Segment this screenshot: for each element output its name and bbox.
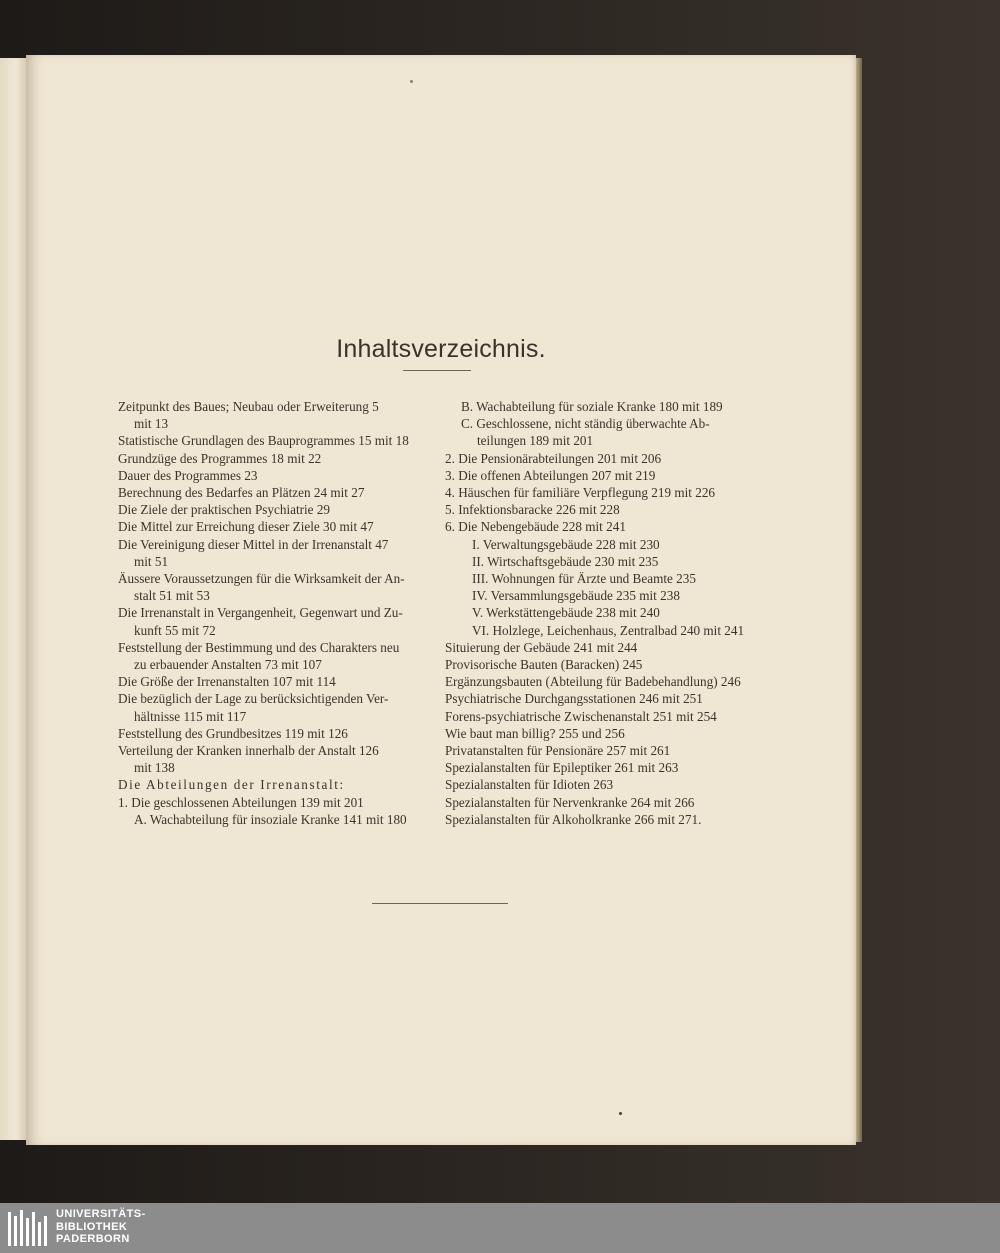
toc-entry-text: III. Wohnungen für Ärzte und Beamte 235 <box>472 571 696 587</box>
page-edge-shadow <box>856 58 862 1142</box>
toc-entry-text: Forens-psychiatrische Zwischenanstalt 251 mit 254 <box>445 708 717 724</box>
toc-entry <box>445 725 758 742</box>
toc-entry-text: B. Wachabteilung für soziale Kranke 180 mit 189 <box>461 399 723 414</box>
library-name <box>56 1208 146 1246</box>
toc-entry <box>445 518 758 535</box>
toc-entry-text: Die Mittel zur Erreichung dieser Ziele 30 mit 47 <box>118 519 374 535</box>
toc-entry-continuation: mit 138 <box>134 760 175 776</box>
toc-entry <box>445 776 758 793</box>
toc-entry <box>118 450 430 467</box>
logo-bar <box>20 1210 23 1246</box>
toc-entry-text: 4. Häuschen für familiäre Verpflegung 219 mit 226 <box>445 485 716 501</box>
toc-entry-text: Zeitpunkt des Baues; Neubau oder Erweiterung 5 <box>118 399 379 414</box>
toc-entry <box>445 794 758 811</box>
toc-entry <box>445 501 758 518</box>
toc-entry <box>445 553 758 570</box>
toc-entry <box>118 673 430 690</box>
toc-entry-continuation: zu erbauender Anstalten 73 mit 107 <box>134 657 322 673</box>
toc-entry-continuation: kunft 55 mit 72 <box>134 622 216 638</box>
toc-entry-text: Spezialanstalten für Alkoholkranke 266 mit 271. <box>445 811 702 827</box>
toc-entry-text: Spezialanstalten für Epileptiker 261 mit 263 <box>445 760 679 776</box>
library-logo-icon <box>6 1206 50 1250</box>
toc-entry <box>118 518 430 535</box>
toc-entry <box>118 467 430 484</box>
library-footer <box>0 1203 1000 1253</box>
toc-entry-text: Psychiatrische Durchgangsstationen 246 mit 251 <box>445 691 703 707</box>
logo-bar <box>38 1222 41 1246</box>
toc-entry-continuation: teilungen 189 mit 201 <box>477 433 594 449</box>
toc-right-column <box>445 398 758 828</box>
toc-entry-text: I. Verwaltungsgebäude 228 mit 230 <box>472 536 660 552</box>
title-divider <box>403 370 471 371</box>
toc-entry <box>118 811 430 828</box>
toc-entry <box>445 673 758 690</box>
toc-entry <box>445 536 758 553</box>
logo-bar <box>44 1216 47 1246</box>
toc-entry-continuation: mit 51 <box>134 553 169 569</box>
toc-entry-text: Situierung der Gebäude 241 mit 244 <box>445 639 638 655</box>
toc-entry-text: Die Ziele der praktischen Psychiatrie 29 <box>118 502 331 518</box>
toc-entry <box>445 690 758 707</box>
toc-entry <box>118 604 430 638</box>
page-title: Inhaltsverzeichnis. <box>336 334 546 363</box>
toc-entry <box>445 742 758 759</box>
toc-entry-text: Spezialanstalten für Idioten 263 <box>445 777 614 793</box>
toc-entry-text: II. Wirtschaftsgebäude 230 mit 235 <box>472 553 659 569</box>
toc-entry-text: Die bezüglich der Lage zu berücksichtigenden Ver- <box>118 691 389 707</box>
ink-speck <box>619 1112 622 1115</box>
toc-entry <box>445 604 758 621</box>
toc-entry-text: C. Geschlossene, nicht ständig überwachte Ab- <box>461 416 710 432</box>
toc-entry-text: Feststellung der Bestimmung und des Charakters neu <box>118 639 400 655</box>
toc-entry-text: Wie baut man billig? 255 und 256 <box>445 725 625 741</box>
toc-entry <box>445 759 758 776</box>
logo-bar <box>32 1212 35 1246</box>
toc-entry <box>118 794 430 811</box>
toc-entry <box>445 587 758 604</box>
library-name-line: UNIVERSITÄTS- <box>56 1208 146 1220</box>
toc-left-column <box>118 398 430 828</box>
toc-entry-text: 5. Infektionsbaracke 226 mit 228 <box>445 502 620 518</box>
toc-entry <box>118 432 430 449</box>
toc-entry-text: Die Größe der Irrenanstalten 107 mit 114 <box>118 674 336 690</box>
left-page-edge <box>0 58 27 1140</box>
toc-entry <box>445 708 758 725</box>
toc-entry-text: VI. Holzlege, Leichenhaus, Zentralbad 240 mit 241 <box>472 622 745 638</box>
toc-entry-text: 6. Die Nebengebäude 228 mit 241 <box>445 519 626 535</box>
toc-entry-text: Die Vereinigung dieser Mittel in der Irrenanstalt 47 <box>118 536 389 552</box>
toc-entry-text: Berechnung des Bedarfes an Plätzen 24 mit 27 <box>118 485 365 501</box>
toc-entry-continuation: mit 13 <box>134 416 169 432</box>
toc-entry-text: 1. Die geschlossenen Abteilungen 139 mit 201 <box>118 794 364 810</box>
toc-entry <box>118 501 430 518</box>
toc-entry <box>118 725 430 742</box>
toc-entry <box>445 656 758 673</box>
toc-entry <box>118 690 430 724</box>
toc-entry-text: Die Abteilungen der Irrenanstalt: <box>118 777 345 793</box>
toc-entry-text: Feststellung des Grundbesitzes 119 mit 126 <box>118 725 348 741</box>
toc-entry <box>445 639 758 656</box>
toc-entry-text: Spezialanstalten für Nervenkranke 264 mit 266 <box>445 794 695 810</box>
toc-entry-text: Die Irrenanstalt in Vergangenheit, Gegenwart und Zu- <box>118 605 403 621</box>
toc-entry-text: V. Werkstättengebäude 238 mit 240 <box>472 605 660 621</box>
toc-entry-text: Dauer des Programmes 23 <box>118 467 258 483</box>
logo-bar <box>26 1218 29 1246</box>
toc-entry-text: 2. Die Pensionärabteilungen 201 mit 206 <box>445 450 662 466</box>
toc-entry <box>445 398 758 415</box>
toc-entry-text: Provisorische Bauten (Baracken) 245 <box>445 657 643 673</box>
toc-entry-continuation: hältnisse 115 mit 117 <box>134 708 247 724</box>
toc-entry <box>445 570 758 587</box>
toc-entry <box>118 484 430 501</box>
toc-entry-text: Äussere Voraussetzungen für die Wirksamkeit der An- <box>118 571 405 587</box>
toc-entry <box>445 467 758 484</box>
toc-entry-text: 3. Die offenen Abteilungen 207 mit 219 <box>445 467 656 483</box>
library-name-line: BIBLIOTHEK <box>56 1220 128 1233</box>
toc-entry <box>445 450 758 467</box>
logo-bar <box>8 1212 11 1246</box>
toc-entry <box>445 415 758 449</box>
toc-entry-text: Verteilung der Kranken innerhalb der Anstalt 126 <box>118 743 379 759</box>
toc-entry-text: Grundzüge des Programmes 18 mit 22 <box>118 450 322 466</box>
end-divider <box>372 903 508 904</box>
toc-entry-text: Privatanstalten für Pensionäre 257 mit 261 <box>445 743 671 759</box>
logo-bar <box>14 1216 17 1246</box>
toc-entry-text: IV. Versammlungsgebäude 235 mit 238 <box>472 588 680 604</box>
toc-entry <box>118 639 430 673</box>
toc-entry <box>118 536 430 570</box>
toc-entry <box>445 622 758 639</box>
toc-entry <box>118 776 430 793</box>
toc-entry <box>445 811 758 828</box>
toc-entry <box>118 570 430 604</box>
toc-entry-text: A. Wachabteilung für insoziale Kranke 141 mit 180 <box>134 811 407 827</box>
toc-entry-text: Statistische Grundlagen des Bauprogrammes 15 mit 18 <box>118 433 409 449</box>
toc-entry <box>118 398 430 432</box>
library-name-line: PADERBORN <box>56 1233 130 1245</box>
toc-entry <box>445 484 758 501</box>
toc-entry-text: Ergänzungsbauten (Abteilung für Badebehandlung) 246 <box>445 674 741 690</box>
toc-entry <box>118 742 430 776</box>
toc-entry-continuation: stalt 51 mit 53 <box>134 588 210 604</box>
ink-speck <box>410 80 413 83</box>
